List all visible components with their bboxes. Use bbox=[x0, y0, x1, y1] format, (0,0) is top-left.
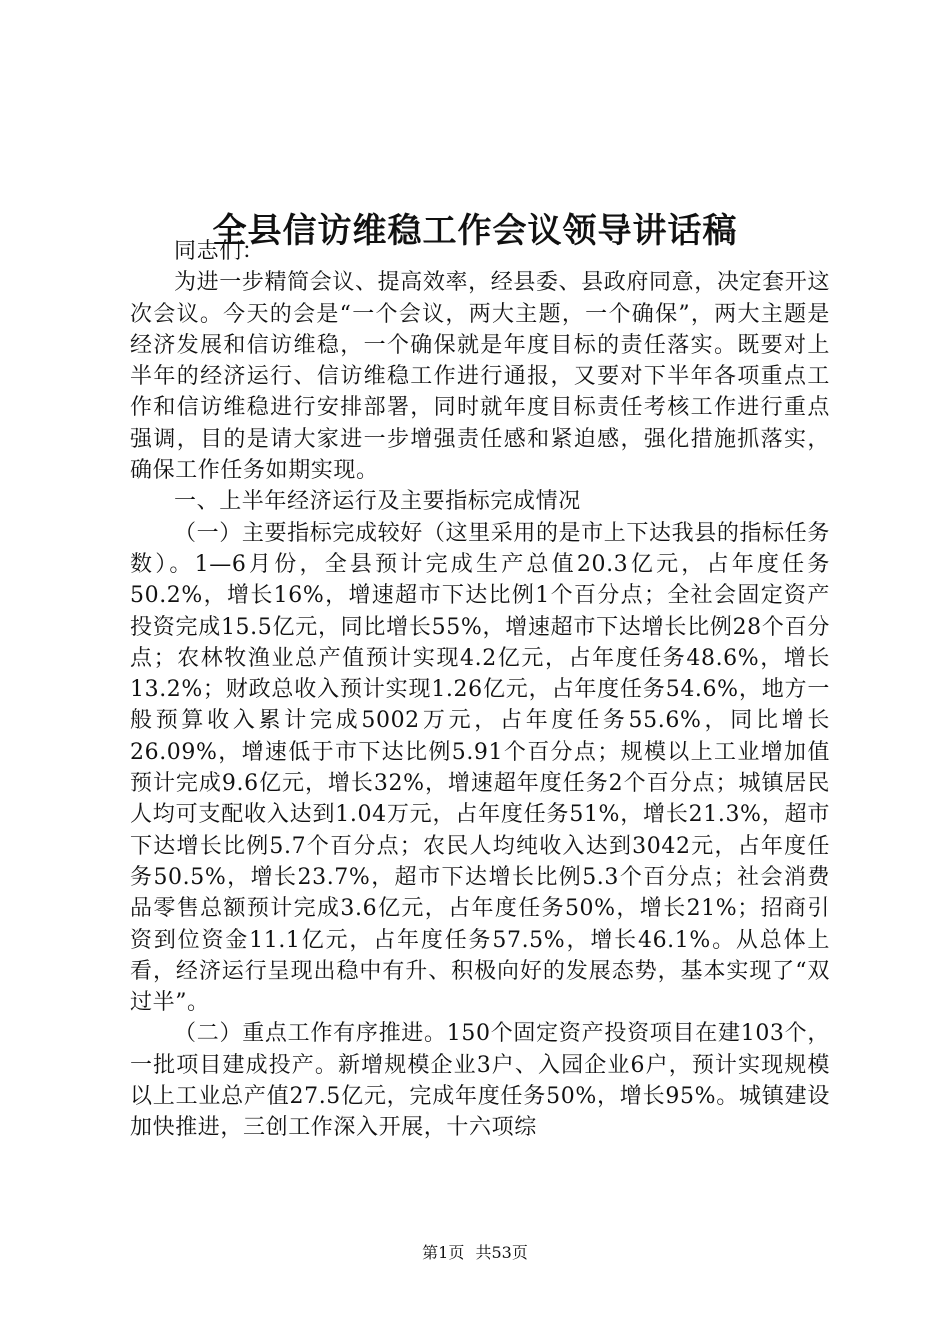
page-number: 第1页 bbox=[422, 1243, 465, 1262]
section-heading: 一、上半年经济运行及主要指标完成情况 bbox=[174, 489, 581, 515]
key-work-paragraph: （二）重点工作有序推进。150个固定资产投资项目在建103个，一批项目建成投产。新增规模企业3户、入园企业6户，预计实现规模以上工业总产值27.5亿元，完成年度任务50%，增长95%。城镇建设加快推进，三创工作深入开展，十六项综 bbox=[130, 1021, 830, 1141]
indicators-paragraph: （一）主要指标完成较好（这里采用的是市上下达我县的指标任务数）。1—6月份，全县预计完成生产总值20.3亿元，占年度任务50.2%，增长16%，增速超市下达比例1个百分点；全社会固定资产投资完成15.5亿元，同比增长55%，增速超市下达增长比例28个百分点；农林牧渔业总产值预计实现4.2亿元，占年度任务48.6%，增长13.2%；财政总收入预计实现1.26亿元，占年度任务54.6%，地方一般预算收入累计完成5002万元，占年度任务55.6%，同比增长26.09%，增速低于市下达比例5.91个百分点；规模以上工业增加值预计完成9.6亿元，增长32%，增速超年度任务2个百分点；城镇居民人均可支配收入达到1.04万元，占年度任务51%，增长21.3%，超市下达增长比例5.7个百分点；农民人均纯收入达到3042元，占年度任务50.5%，增长23.7%，超市下达增长比例5.3个百分点；社会消费品零售总额预计完成3.6亿元，占年度任务50%，增长21%；招商引资到位资金11.1亿元，占年度任务57.5%，增长46.1%。从总体上看，经济运行呈现出稳中有升、积极向好的发展态势，基本实现了“双过半”。 bbox=[130, 520, 830, 1016]
intro-paragraph: 为进一步精简会议、提高效率，经县委、县政府同意，决定套开这次会议。今天的会是“一个会议，两大主题，一个确保”，两大主题是经济发展和信访维稳，一个确保就是年度目标的责任落实。既要对上半年的经济运行、信访维稳工作进行通报，又要对下半年各项重点工作和信访维稳进行安排部署，同时就年度目标责任考核工作进行重点强调，目的是请大家进一步增强责任感和紧迫感，强化措施抓落实，确保工作任务如期实现。 bbox=[130, 270, 830, 484]
page-footer bbox=[0, 1242, 950, 1264]
document-body bbox=[130, 236, 830, 1144]
document-title: 全县信访维稳工作会议领导讲话稿 bbox=[212, 210, 738, 251]
salutation-paragraph: 同志们： bbox=[174, 239, 265, 264]
page-total: 共53页 bbox=[475, 1243, 528, 1262]
